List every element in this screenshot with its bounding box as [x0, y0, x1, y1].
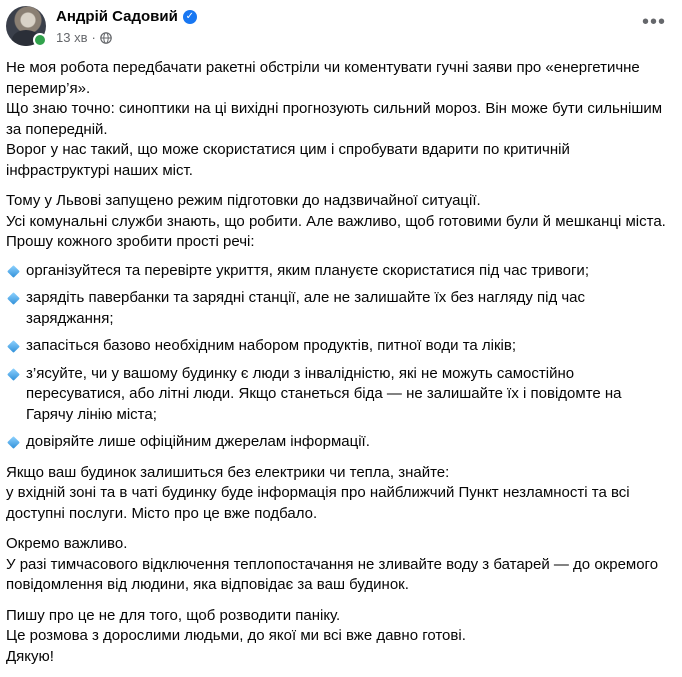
- author-name-row: [56, 8, 197, 25]
- author-name[interactable]: Андрій Садовий: [56, 8, 178, 25]
- paragraph-heating: [6, 534, 672, 596]
- paragraph-preparation: [6, 191, 672, 253]
- blue-diamond-icon: [7, 292, 20, 305]
- post-text: [6, 58, 672, 677]
- text-line: Усі комунальні служби знають, що робити. Але важливо, щоб готовими були й мешканці міста.: [6, 212, 666, 230]
- more-options-icon: •••: [642, 11, 667, 33]
- blue-diamond-icon: [7, 368, 20, 381]
- text-line: Прошу кожного зробити прості речі:: [6, 233, 255, 250]
- blue-diamond-icon: [7, 436, 20, 449]
- list-item-text: організуйтеся та перевірте укриття, яким плануєте скористатися під час тривоги;: [26, 261, 589, 279]
- online-status-indicator: [33, 33, 47, 47]
- list-item: [6, 336, 672, 357]
- text-line: Пишу про це не для того, щоб розводити паніку.: [6, 606, 341, 624]
- more-options-button[interactable]: [642, 12, 666, 36]
- list-item: [6, 432, 672, 453]
- list-item: [6, 288, 672, 329]
- bullet-list: [6, 261, 672, 453]
- list-item-text: з’ясуйте, чи у вашому будинку є люди з інвалідністю, які не можуть самостійно пересуватися, або літні люди. Якщо станеться біда — не залишайте їх і повідомте на Гарячу лінію міста;: [26, 364, 622, 423]
- text-line: Це розмова з дорослими людьми, до якої ми всі вже давно готові.: [6, 627, 466, 644]
- text-line: Не моя робота передбачати ракетні обстріли чи коментувати гучні заяви про «енергетичне перемир’я».: [6, 59, 640, 97]
- post-meta: [56, 30, 112, 45]
- paragraph-no-power: [6, 463, 672, 525]
- verified-badge-icon: ✓: [183, 10, 197, 24]
- text-line: Дякую!: [6, 647, 54, 665]
- author-avatar[interactable]: [6, 6, 46, 46]
- list-item-text: довіряйте лише офіційним джерелам інформації.: [26, 433, 370, 450]
- paragraph-closing: [6, 606, 672, 668]
- text-line: Що знаю точно: синоптики на ці вихідні прогнозують сильний мороз. Він може бути сильнішим за попередній.: [6, 100, 663, 138]
- post-header: [6, 6, 676, 52]
- blue-diamond-icon: [7, 265, 20, 278]
- list-item: [6, 261, 672, 282]
- list-item-text: зарядіть павербанки та зарядні станції, але не залишайте їх без нагляду під час заряджання;: [26, 289, 586, 327]
- text-line: Ворог у нас такий, що може скористатися цим і спробувати вдарити по критичній інфраструктурі наших міст.: [6, 141, 570, 179]
- list-item: [6, 364, 672, 426]
- text-line: Якщо ваш будинок залишиться без електрики чи тепла, знайте:: [6, 463, 450, 481]
- post-timestamp[interactable]: 13 хв: [56, 30, 88, 45]
- text-line: У разі тимчасового відключення теплопостачання не зливайте воду з батарей — до окремого повідомлення від людини, яка відповідає за ваш будинок.: [6, 555, 659, 593]
- text-line: Окремо важливо.: [6, 535, 128, 552]
- list-item-text: запасіться базово необхідним набором продуктів, питної води та ліків;: [26, 337, 517, 354]
- paragraph-intro: [6, 58, 672, 181]
- blue-diamond-icon: [7, 340, 20, 353]
- meta-separator: ·: [91, 30, 96, 45]
- globe-icon[interactable]: [100, 32, 112, 44]
- text-line: Тому у Львові запущено режим підготовки до надзвичайної ситуації.: [6, 192, 481, 209]
- text-line: у вхідній зоні та в чаті будинку буде інформація про найближчий Пункт незламності та всі доступні послуги. Місто про це вже подбало.: [6, 484, 630, 522]
